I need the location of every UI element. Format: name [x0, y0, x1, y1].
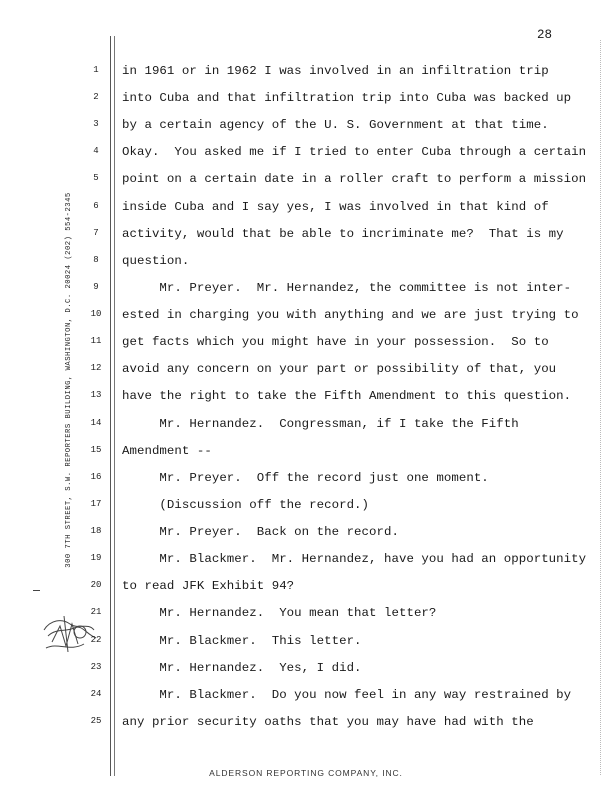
transcript-line: question. [122, 253, 190, 268]
line-number: 16 [90, 471, 102, 482]
line-number: 4 [93, 146, 99, 157]
transcript-line: Mr. Preyer. Mr. Hernandez, the committee is not inter- [122, 280, 572, 295]
transcript-line: Mr. Hernandez. Congressman, if I take the Fifth [122, 416, 519, 431]
transcript-line: ested in charging you with anything and we are just trying to [122, 308, 579, 323]
transcript-line: Mr. Blackmer. Do you now feel in any way restrained by [122, 687, 572, 702]
transcript-line: in 1961 or in 1962 I was involved in an infiltration trip [122, 64, 549, 78]
transcript-line: Mr. Preyer. Off the record just one moment. [122, 470, 489, 485]
right-margin-rule [600, 40, 601, 775]
line-number: 14 [90, 417, 102, 428]
line-number: 22 [90, 634, 102, 645]
line-number: 21 [90, 607, 102, 618]
line-number: 18 [90, 526, 102, 537]
transcript-line: Mr. Preyer. Back on the record. [122, 525, 399, 540]
line-number: 23 [90, 661, 102, 672]
line-number: 25 [90, 715, 102, 726]
page-number: 28 [537, 28, 553, 42]
transcript-line: Mr. Blackmer. This letter. [122, 633, 362, 648]
line-number: 17 [90, 498, 102, 509]
transcript-line: have the right to take the Fifth Amendment to this question. [122, 389, 572, 404]
transcript-line: avoid any concern on your part or possibility of that, you [122, 362, 557, 377]
line-number: 20 [90, 580, 102, 591]
line-number: 6 [93, 200, 99, 211]
transcript-line: Okay. You asked me if I tried to enter Cuba through a certain [122, 145, 587, 160]
transcript-line: by a certain agency of the U. S. Government at that time. [122, 118, 549, 133]
line-number: 1 [93, 65, 99, 75]
line-number: 5 [93, 173, 99, 184]
margin-dash [33, 590, 40, 591]
reporter-address-sidebar: 300 7TH STREET, S.W. REPORTERS BUILDING, WASHINGTON, D.C. 20024 (202) 554-2345 [65, 192, 73, 568]
footer-company: ALDERSON REPORTING COMPANY, INC. [209, 768, 403, 778]
transcript-line: Mr. Hernandez. You mean that letter? [122, 606, 437, 621]
transcript-line: (Discussion off the record.) [122, 497, 370, 512]
transcript-line: into Cuba and that infiltration trip into Cuba was backed up [122, 91, 572, 106]
left-margin-rule-inner [114, 36, 115, 776]
line-number: 19 [90, 553, 102, 564]
transcript-line: Mr. Blackmer. Mr. Hernandez, have you had an opportunity [122, 552, 587, 567]
transcript-line: Mr. Hernandez. Yes, I did. [122, 660, 362, 675]
line-number: 7 [93, 227, 99, 238]
line-number: 8 [93, 254, 99, 265]
line-number: 9 [93, 281, 99, 292]
transcript-line: activity, would that be able to incriminate me? That is my [122, 226, 564, 241]
line-number: 2 [93, 92, 99, 103]
left-margin-rule [110, 36, 111, 776]
line-number: 15 [90, 444, 102, 455]
line-number: 13 [90, 390, 102, 401]
line-number: 11 [90, 336, 102, 347]
transcript-line: inside Cuba and I say yes, I was involved in that kind of [122, 199, 549, 214]
transcript-line: any prior security oaths that you may have had with the [122, 714, 534, 729]
transcript-line: get facts which you might have in your possession. So to [122, 335, 549, 350]
line-number: 3 [93, 119, 99, 130]
line-number: 12 [90, 363, 102, 374]
transcript-line: to read JFK Exhibit 94? [122, 579, 295, 594]
line-number: 24 [90, 688, 102, 699]
transcript-line: point on a certain date in a roller craft to perform a mission [122, 172, 587, 187]
transcript-line: Amendment -- [122, 443, 212, 458]
line-number: 10 [90, 309, 102, 320]
